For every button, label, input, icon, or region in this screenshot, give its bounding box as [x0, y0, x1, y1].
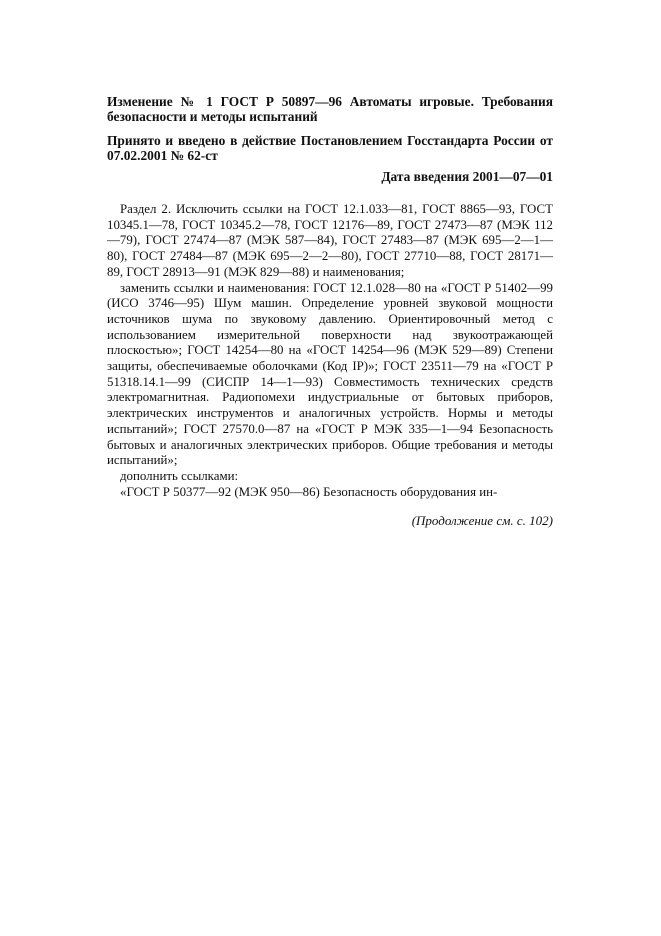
continuation-note: (Продолжение см. с. 102)	[411, 513, 553, 529]
document-page	[107, 94, 553, 541]
body-paragraph: заменить ссылки и наименования: ГОСТ 12.1.028—80 на «ГОСТ Р 51402—99 (ИСО 3746—95) Шум машин. Определение уровней звуковой мощности источников шума по звуковому давлению. Ориентировочный метод с использованием измерительной поверхности над звукоотражающей плоскостью»; ГОСТ 14254—80 на «ГОСТ 14254—96 (МЭК 529—89) Степени защиты, обеспечиваемые оболочками (Код IP)»; ГОСТ 23511—79 на «ГОСТ Р 51318.14.1—99 (СИСПР 14—1—93) Совместимость технических средств электромагнитная. Радиопомехи индустриальные от бытовых приборов, электрических инструментов и аналогичных устройств. Нормы и методы испытаний»; ГОСТ 27570.0—87 на «ГОСТ Р МЭК 335—1—94 Безопасность бытовых и аналогичных электрических приборов. Общие требования и методы испытаний»;	[107, 280, 553, 468]
effective-date: Дата введения 2001—07—01	[381, 169, 553, 184]
body-paragraph: «ГОСТ Р 50377—92 (МЭК 950—86) Безопасность оборудования ин-	[120, 484, 498, 499]
adoption-statement: Принято и введено в действие Постановлением Госстандарта России от 07.02.2001 № 62-ст	[107, 133, 553, 163]
document-body	[107, 202, 553, 500]
body-paragraph: дополнить ссылками:	[120, 468, 239, 483]
body-paragraph: Раздел 2. Исключить ссылки на ГОСТ 12.1.033—81, ГОСТ 8865—93, ГОСТ 10345.1—78, ГОСТ 10345.2—78, ГОСТ 12176—89, ГОСТ 27473—87 (МЭК 112—79), ГОСТ 27474—87 (МЭК 587—84), ГОСТ 27483—87 (МЭК 695—2—1—80), ГОСТ 27484—87 (МЭК 695—2—2—80), ГОСТ 27710—88, ГОСТ 28171—89, ГОСТ 28913—91 (МЭК 829—88) и наименования;	[107, 202, 553, 279]
amendment-title: Изменение № 1 ГОСТ Р 50897—96 Автоматы игровые. Требования безопасности и методы испытаний	[107, 94, 553, 124]
